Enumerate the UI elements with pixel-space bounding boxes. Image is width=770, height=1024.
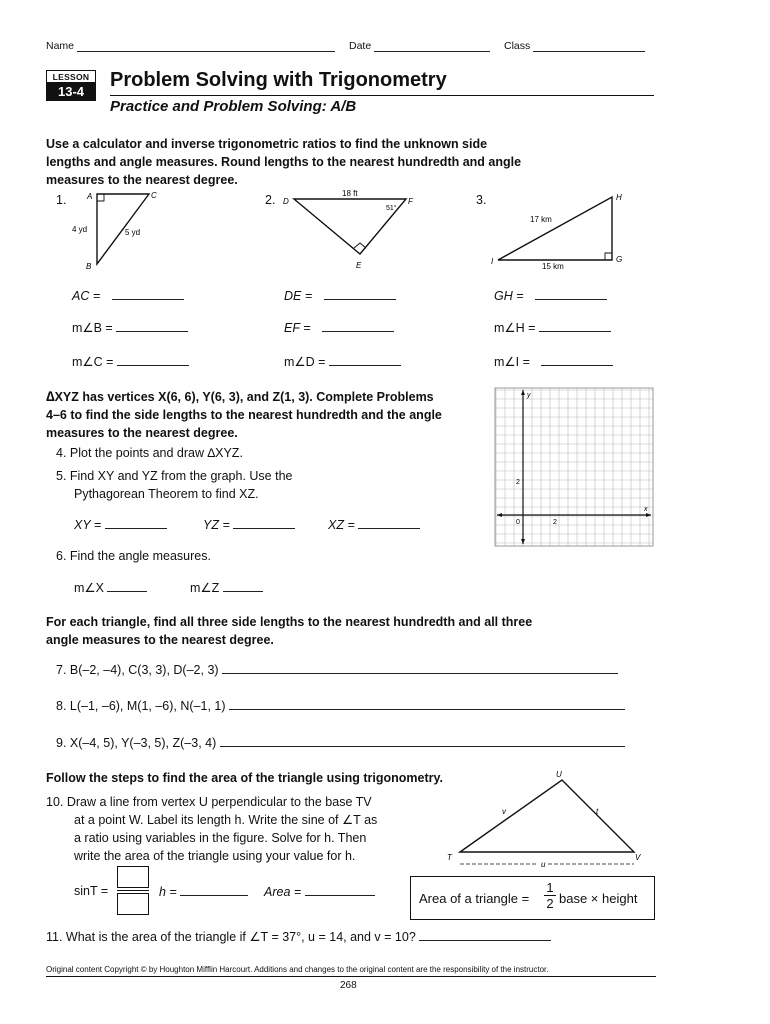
formula-fraction [544,881,556,912]
answer-h-label: h = [159,885,177,899]
x-tick-2: 2 [553,519,557,526]
area-formula-box [410,876,655,920]
answer-ac-label: AC = [72,289,101,303]
numerator-box[interactable] [117,866,149,888]
answer-de[interactable] [284,288,396,303]
problem-7-text: 7. B(–2, –4), C(3, 3), D(–2, 3) [56,663,219,677]
vertex-i-label: I [491,257,494,266]
lesson-number: 13-4 [46,83,96,101]
answer-ef[interactable] [284,320,394,335]
problem-9-text: 9. X(–4, 5), Y(–3, 5), Z(–3, 4) [56,736,217,750]
answer-ac[interactable] [72,288,184,303]
side-t-label: t [596,807,599,816]
side-hi-label: 17 km [530,215,552,224]
answer-mh[interactable] [494,320,611,335]
triangle-2-figure [278,186,428,274]
problem-7[interactable] [56,662,618,677]
vertex-d-label: D [283,197,289,206]
answer-xz-label: XZ = [328,518,355,532]
vertex-u-label: U [556,770,562,779]
vertex-t-label: T [447,853,452,862]
section4-instructions: Follow the steps to find the area of the triangle using trigonometry. [46,771,444,785]
vertex-b-label: B [86,262,92,270]
answer-mh-label: m∠H = [494,321,536,335]
side-u-label: u [541,860,546,869]
vertex-c-label: C [151,191,157,200]
class-line[interactable] [533,51,645,52]
answer-mz[interactable] [190,580,263,595]
y-tick-2: 2 [516,479,520,486]
problem-1-number: 1. [56,193,67,207]
side-bc-label: 5 yd [125,228,141,237]
formula-denominator: 2 [546,896,554,911]
answer-mi[interactable] [494,354,613,369]
lesson-label: LESSON [46,70,96,83]
problem-10-line4: write the area of the triangle using your value for h. [74,849,356,863]
answer-xz[interactable] [328,517,420,532]
answer-md-label: m∠D = [284,355,326,369]
problem-8[interactable] [56,698,625,713]
side-ig-label: 15 km [542,262,564,271]
denominator-box[interactable] [117,893,149,915]
answer-mz-label: m∠Z [190,581,220,595]
name-label: Name [46,40,75,52]
y-axis-label: y [527,392,531,399]
answer-md[interactable] [284,354,401,369]
answer-mc[interactable] [72,354,189,369]
answer-gh[interactable] [494,288,607,303]
triangle-1-figure [66,188,166,270]
answer-area[interactable] [264,884,375,899]
vertex-g-label: G [616,255,623,264]
page-title: Problem Solving with Trigonometry [110,69,447,91]
section2-instructions-text: XYZ has vertices X(6, 6), Y(6, 3), and Z(1, 3). Complete Problems 4–6 to find the side lengths to the nearest hundredth and the angle measures to the nearest degree. [46,390,442,440]
answer-mx[interactable] [74,580,147,595]
vertex-h-label: H [616,193,622,202]
problem-3-number: 3. [476,193,487,207]
vertex-a-label: A [87,192,93,201]
sin-t-fraction[interactable] [117,866,149,914]
problem-10-line3: a ratio using variables in the figure. Solve for h. Then [74,831,367,845]
answer-mb[interactable] [72,320,188,335]
name-line[interactable] [77,51,335,52]
answer-h[interactable] [159,884,248,899]
answer-mb-label: m∠B = [72,321,113,335]
answer-area-label: Area = [264,885,302,899]
name-field[interactable] [46,40,335,52]
formula-suffix: base × height [559,891,638,906]
answer-mi-label: m∠I = [494,355,530,369]
footer-rule [46,976,656,977]
answer-mx-label: m∠X [74,581,104,595]
date-field[interactable] [349,40,490,52]
page-subtitle: Practice and Problem Solving: A/B [110,98,357,115]
answer-yz[interactable] [203,517,295,532]
problem-5-line1: 5. Find XY and YZ from the graph. Use the [56,469,293,483]
triangle-utv-figure [444,768,654,872]
answer-yz-label: YZ = [203,518,230,532]
x-axis-label: x [644,506,648,513]
date-label: Date [349,40,372,52]
vertex-f-label: F [408,197,413,206]
side-v-label: v [502,807,506,816]
triangle-3-figure [486,188,636,272]
answer-de-label: DE = [284,289,313,303]
section2-instructions [46,387,446,442]
side-df-label: 18 ft [342,189,358,198]
problem-2-number: 2. [265,193,276,207]
vertex-e-label: E [356,261,362,270]
section3-instructions: For each triangle, find all three side lengths to the nearest hundredth and all three angle measures to the nearest degree. [46,615,533,647]
problem-10 [46,793,377,865]
problem-4: 4. Plot the points and draw ∆XYZ. [56,446,243,460]
sin-t-label: sinT = [74,884,109,898]
problem-11[interactable] [46,929,551,944]
origin-label: 0 [516,519,520,526]
answer-ef-label: EF = [284,321,311,335]
formula-numerator: 1 [546,880,554,895]
problem-10-line1: 10. Draw a line from vertex U perpendicular to the base TV [46,795,372,809]
page-number: 268 [340,980,357,991]
vertex-v-label: V [635,853,641,862]
angle-f-label: 51° [386,205,397,212]
title-rule [110,95,654,96]
date-line[interactable] [374,51,490,52]
class-label: Class [504,40,531,52]
section1-instructions: Use a calculator and inverse trigonometric ratios to find the unknown side lengths and angle measures. Round lengths to the nearest hundredth and angle measures to the nearest degree. [46,137,522,187]
problem-10-line2: at a point W. Label its length h. Write the sine of ∠T as [74,813,378,827]
answer-mc-label: m∠C = [72,355,114,369]
answer-gh-label: GH = [494,289,524,303]
coordinate-grid[interactable] [494,387,654,547]
problem-9[interactable] [56,735,625,750]
problem-8-text: 8. L(–1, –6), M(1, –6), N(–1, 1) [56,699,226,713]
formula-prefix: Area of a triangle = [419,891,530,906]
triangle-symbol: ∆ [46,388,55,404]
answer-xy[interactable] [74,517,167,532]
answer-xy-label: XY = [74,518,102,532]
copyright-notice: Original content Copyright © by Houghton Mifflin Harcourt. Additions and changes to the original content are the responsibility of the instructor. [46,965,549,974]
lesson-badge [46,70,96,101]
problem-5-line2: Pythagorean Theorem to find XZ. [74,487,259,501]
side-ab-label: 4 yd [72,225,88,234]
problem-6: 6. Find the angle measures. [56,549,211,563]
class-field[interactable] [504,40,645,52]
problem-11-text: 11. What is the area of the triangle if ∠T = 37°, u = 14, and v = 10? [46,930,416,944]
